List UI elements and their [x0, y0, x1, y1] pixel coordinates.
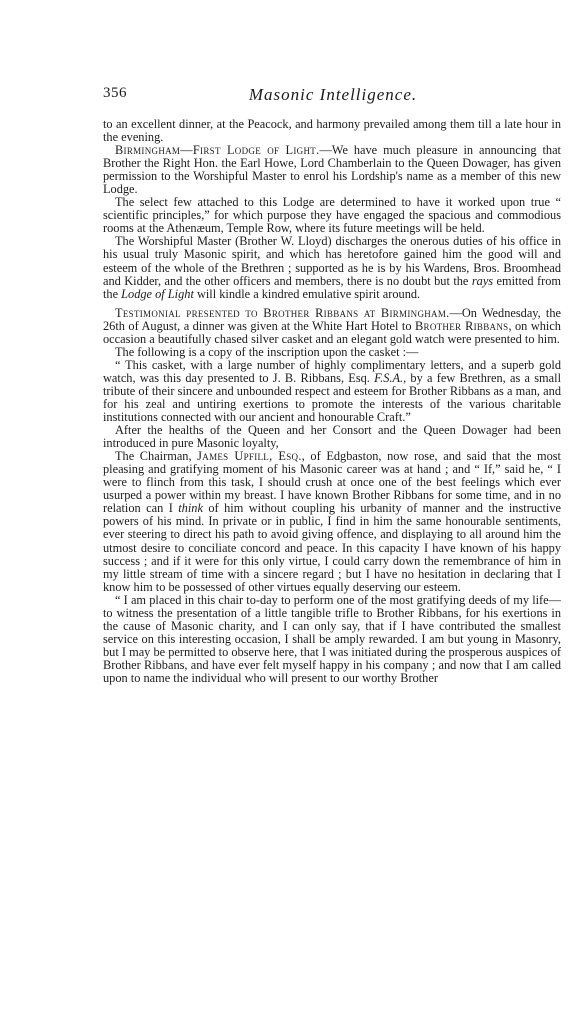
- paragraph-text: to an excellent dinner, at the Peacock, and harmony prevailed among them till a late hour in the evening.: [103, 117, 561, 145]
- paragraph-text: will kindle a kindred emulative spirit around.: [193, 286, 421, 301]
- paragraph-text: —We have much pleasure in announcing that Brother the Right Hon. the Earl Howe, Lord Chamberlain to the Queen Dowager, has given permission to the Worshipful Master to enrol his Lordship's name as a member of this new Lodge.: [103, 143, 561, 197]
- italic-lodge-name: Lodge of Light: [121, 286, 194, 301]
- paragraph-lodge-of-light: [103, 144, 561, 196]
- italic-word: rays: [471, 273, 494, 288]
- paragraph-worshipful-master: [103, 235, 561, 300]
- italic-title: F.S.A.: [374, 370, 404, 385]
- paragraph-inscription: [103, 359, 561, 424]
- paragraph-text: , of Edgbaston, now rose, and said that the most pleasing and gratifying moment of his Masonic career was at hand ; and “ If,” said he, “ I were to flinch from this task, I should crush at once one of the best feelings which ever usurped a power within my breast. I have known Brother Ribbans for some time, and in no relation can I: [103, 449, 561, 516]
- person-name: James Upfill, Esq.: [197, 449, 302, 464]
- paragraph-healths: [103, 424, 561, 450]
- section-heading: Testimonial presented to Brother Ribbans at Birmingham.: [115, 305, 450, 320]
- person-name: Brother Ribbans: [414, 318, 509, 333]
- paragraph-text: of him without coupling his urbanity of manner and the instructive powers of his mind. In private or in public, I find in him the same honourable sentiments, ever steering to direct his path to avoid giving offence, and displaying to all around him the utmost desire to conciliate concord and peace. In this capacity I have known of his happy success ; and if it were for this only virtue, I could carry down the remembrance of him in my little stream of time with a sincere regard ; but I have no hesitation in declaring that I know him to be possessed of other virtues equally deserving our esteem.: [103, 501, 561, 594]
- paragraph-select-few: [103, 196, 561, 235]
- paragraph-text: emitted from the: [103, 273, 561, 301]
- paragraph-text: The select few attached to this Lodge are determined to have it worked upon true “ scientific principles,” for which purpose they have engaged the spacious and commodious rooms at the Athenæum, Temple Row, where its future meetings will be held.: [103, 195, 561, 236]
- paragraph-text: —On Wednesday, the 26th of August, a dinner was given at the White Hart Hotel to: [103, 305, 561, 333]
- section-heading: Birmingham—First Lodge of Light.: [115, 143, 320, 158]
- article-body: [103, 118, 561, 685]
- paragraph-text: The Worshipful Master (Brother W. Lloyd) discharges the onerous duties of his office in his usual truly Masonic spirit, and which has heretofore gained him the good will and esteem of the whole of the Brethren ; supported as he is by his Wardens, Bros. Broomhead and Kidder, and the other officers and members, there is no doubt but the: [103, 234, 561, 288]
- paragraph-dinner-close: [103, 118, 561, 144]
- paragraph-text: “ This casket, with a large number of highly complimentary letters, and a superb gold watch, was this day presented to J. B. Ribbans, Esq.: [103, 357, 561, 385]
- italic-word: think: [178, 501, 203, 516]
- paragraph-text: After the healths of the Queen and her Consort and the Queen Dowager had been introduced in pure Masonic loyalty,: [103, 423, 561, 451]
- paragraph-text: “ I am placed in this chair to-day to perform one of the most gratifying deeds of my life—to witness the presentation of a little tangible trifle to Brother Ribbans, for his exertions in the cause of Masonic charity, and I can only say, that if I have contributed the smallest service on this interesting occasion, I shall be amply rewarded. I am but young in Masonry, but I may be permitted to observe here, that I was initiated during the prosperous auspices of Brother Ribbans, and have ever felt myself happy in his company ; and now that I am called upon to name the individual who will present to our worthy Brother: [103, 592, 561, 685]
- paragraph-chair-today: [103, 594, 561, 685]
- paragraph-text: The Chairman,: [115, 449, 198, 464]
- paragraph-testimonial: [103, 307, 561, 346]
- page-header: [103, 85, 563, 107]
- page-number: 356: [103, 85, 127, 101]
- running-title: Masonic Intelligence.: [248, 85, 418, 104]
- paragraph-text: The following is a copy of the inscription upon the casket :—: [115, 344, 419, 359]
- paragraph-text: , on which occasion a beautifully chased silver casket and an elegant gold watch were presented to him.: [103, 318, 561, 346]
- paragraph-chairman-speech: [103, 450, 561, 594]
- paragraph-text: , by a few Brethren, as a small tribute of their sincere and unbounded respect and esteem for Brother Ribbans as a man, and for his zeal and untiring exertions to promote the interests of the various charitable institutions connected with our ancient and honourable Craft.”: [103, 370, 561, 425]
